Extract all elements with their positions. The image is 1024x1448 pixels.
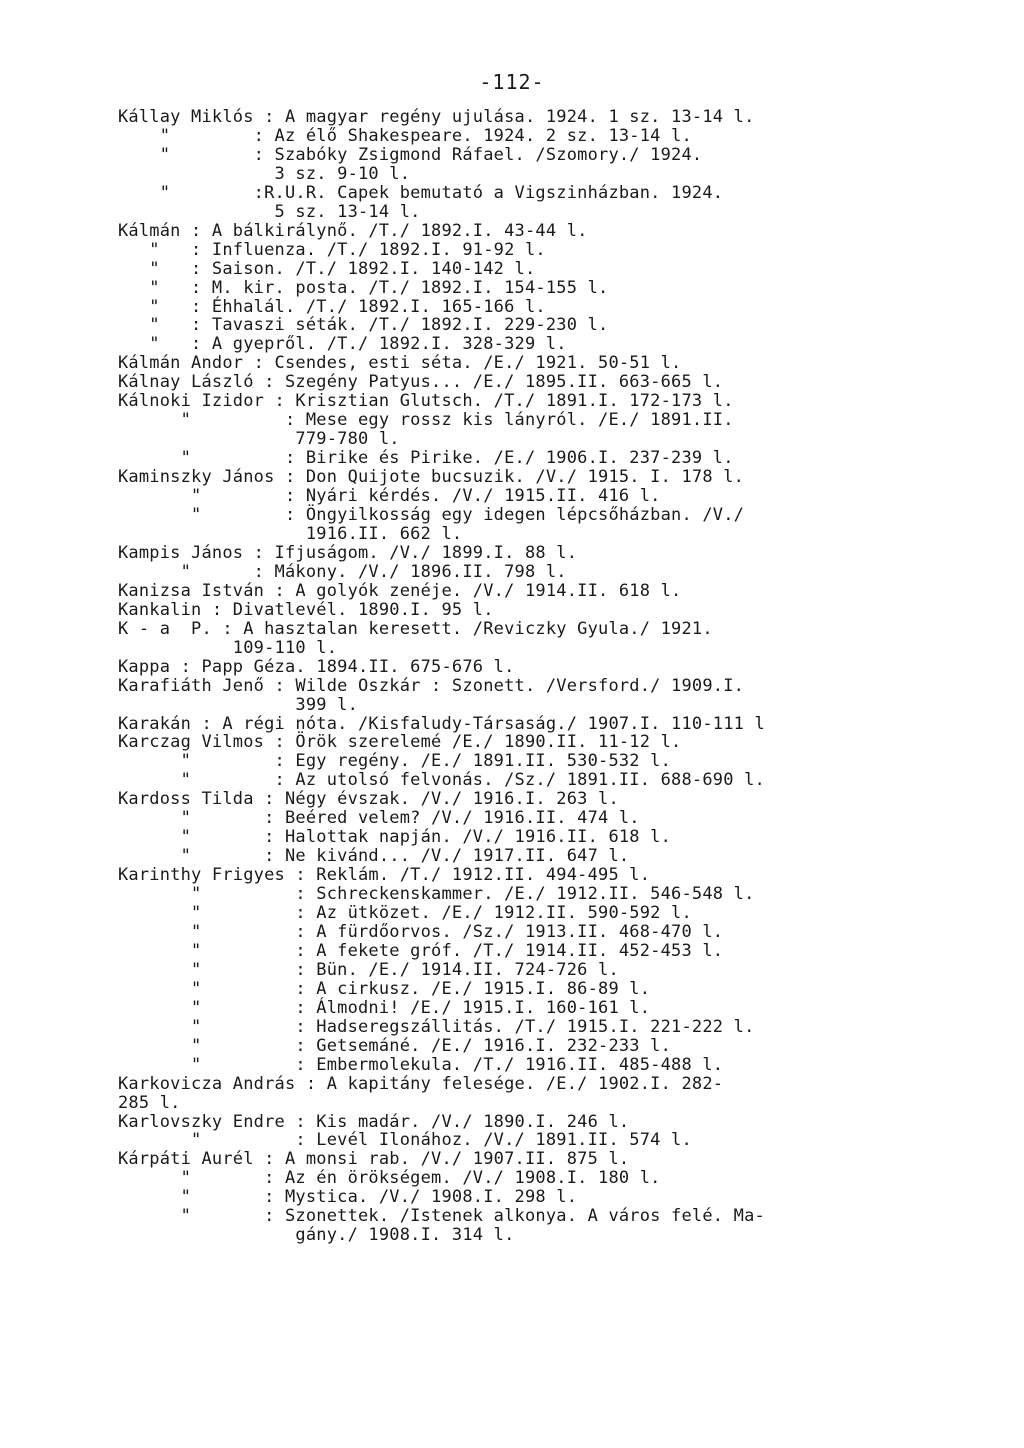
bibliography-line: K - a P. : A hasztalan keresett. /Reviczky Gyula./ 1921.	[118, 618, 713, 639]
bibliography-line: 285 l.	[118, 1092, 181, 1113]
page-number: -112-	[479, 70, 545, 94]
bibliography-line: " : A gyepről. /T./ 1892.I. 328-329 l.	[118, 334, 567, 355]
bibliography-line: Kálnoki Izidor : Krisztian Glutsch. /T./ 1891.I. 172-173 l.	[118, 391, 734, 412]
bibliography-line: " : Öngyilkosság egy idegen lépcsőházban. /V./	[118, 505, 745, 526]
bibliography-line: " : Az élő Shakespeare. 1924. 2 sz. 13-14 l.	[118, 125, 692, 146]
bibliography-line: " : Halottak napján. /V./ 1916.II. 618 l.	[118, 827, 672, 848]
bibliography-line: Kampis János : Ifjuságom. /V./ 1899.I. 88 l.	[118, 542, 578, 563]
bibliography-line: " : Schreckenskammer. /E./ 1912.II. 546-548 l.	[118, 884, 755, 905]
bibliography-line: Karakán : A régi nóta. /Kisfaludy-Társaság./ 1907.I. 110-111 l	[118, 713, 765, 734]
bibliography-line: " : A fürdőorvos. /Sz./ 1913.II. 468-470 l.	[118, 921, 724, 942]
bibliography-line: " : Hadseregszállitás. /T./ 1915.I. 221-222 l.	[118, 1016, 755, 1037]
bibliography-line: 109-110 l.	[118, 637, 338, 658]
bibliography-line: Karkovicza András : A kapitány felesége. /E./ 1902.I. 282-	[118, 1073, 724, 1094]
bibliography-line: " : Az utolsó felvonás. /Sz./ 1891.II. 688-690 l.	[118, 770, 765, 791]
bibliography-line: " : Mákony. /V./ 1896.II. 798 l.	[118, 561, 567, 582]
bibliography-line: " : Álmodni! /E./ 1915.I. 160-161 l.	[118, 997, 651, 1018]
bibliography-line: " : Bün. /E./ 1914.II. 724-726 l.	[118, 959, 619, 980]
bibliography-line: " : Levél Ilonához. /V./ 1891.II. 574 l.	[118, 1130, 692, 1151]
bibliography-line: " : Egy regény. /E./ 1891.II. 530-532 l.	[118, 751, 672, 772]
bibliography-line: " : Influenza. /T./ 1892.I. 91-92 l.	[118, 239, 546, 260]
bibliography-line: " : Ne kivánd... /V./ 1917.II. 647 l.	[118, 846, 630, 867]
bibliography-line: " : Nyári kérdés. /V./ 1915.II. 416 l.	[118, 486, 661, 507]
bibliography-line: 1916.II. 662 l.	[118, 523, 463, 544]
bibliography-line: Kanizsa István : A golyók zenéje. /V./ 1914.II. 618 l.	[118, 580, 682, 601]
bibliography-line: Karlovszky Endre : Kis madár. /V./ 1890.I. 246 l.	[118, 1111, 630, 1132]
bibliography-line: 779-780 l.	[118, 429, 400, 450]
bibliography-line: " : Getsemáné. /E./ 1916.I. 232-233 l.	[118, 1035, 672, 1056]
bibliography-line: " : Embermolekula. /T./ 1916.II. 485-488 l.	[118, 1054, 724, 1075]
bibliography-line: " : Tavaszi séták. /T./ 1892.I. 229-230 l.	[118, 315, 609, 336]
bibliography-line: gány./ 1908.I. 314 l.	[118, 1225, 515, 1246]
bibliography-line: " : Birike és Pirike. /E./ 1906.I. 237-239 l.	[118, 448, 734, 469]
bibliography-list	[118, 108, 898, 1245]
bibliography-line: Kardoss Tilda : Négy évszak. /V./ 1916.I. 263 l.	[118, 789, 619, 810]
bibliography-line: Kaminszky János : Don Quijote bucsuzik. /V./ 1915. I. 178 l.	[118, 467, 745, 488]
bibliography-line: " : Szabóky Zsigmond Ráfael. /Szomory./ 1924.	[118, 144, 703, 165]
bibliography-line: " : Beéred velem? /V./ 1916.II. 474 l.	[118, 808, 640, 829]
bibliography-line: " : Mese egy rossz kis lányról. /E./ 1891.II.	[118, 410, 734, 431]
bibliography-line: Kappa : Papp Géza. 1894.II. 675-676 l.	[118, 656, 515, 677]
bibliography-line: " : Az én örökségem. /V./ 1908.I. 180 l.	[118, 1168, 661, 1189]
bibliography-line: " : A cirkusz. /E./ 1915.I. 86-89 l.	[118, 978, 651, 999]
bibliography-line: " : Szonettek. /Istenek alkonya. A város felé. Ma-	[118, 1206, 765, 1227]
bibliography-line: " :R.U.R. Capek bemutató a Vigszinházban. 1924.	[118, 182, 724, 203]
bibliography-line: " : A fekete gróf. /T./ 1914.II. 452-453 l.	[118, 940, 724, 961]
bibliography-line: 5 sz. 13-14 l.	[118, 201, 421, 222]
bibliography-line: Kálmán Andor : Csendes, esti séta. /E./ 1921. 50-51 l.	[118, 353, 682, 374]
bibliography-line: Kállay Miklós : A magyar regény ujulása. 1924. 1 sz. 13-14 l.	[118, 107, 755, 127]
bibliography-line: 3 sz. 9-10 l.	[118, 163, 411, 184]
bibliography-line: Kálnay László : Szegény Patyus... /E./ 1895.II. 663-665 l.	[118, 372, 724, 393]
bibliography-line: 399 l.	[118, 694, 359, 715]
bibliography-line: " : M. kir. posta. /T./ 1892.I. 154-155 l.	[118, 277, 609, 298]
bibliography-line: Kankalin : Divatlevél. 1890.I. 95 l.	[118, 599, 494, 620]
bibliography-line: Karafiáth Jenő : Wilde Oszkár : Szonett. /Versford./ 1909.I.	[118, 675, 745, 696]
bibliography-line: Kárpáti Aurél : A monsi rab. /V./ 1907.II. 875 l.	[118, 1149, 630, 1170]
bibliography-line: " : Az ütközet. /E./ 1912.II. 590-592 l.	[118, 903, 692, 924]
bibliography-line: " : Saison. /T./ 1892.I. 140-142 l.	[118, 258, 536, 279]
bibliography-line: Karczag Vilmos : Örök szerelemé /E./ 1890.II. 11-12 l.	[118, 732, 682, 753]
bibliography-line: " : Éhhalál. /T./ 1892.I. 165-166 l.	[118, 296, 546, 317]
bibliography-line: " : Mystica. /V./ 1908.I. 298 l.	[118, 1187, 578, 1208]
bibliography-line: Kálmán : A bálkirálynő. /T./ 1892.I. 43-44 l.	[118, 220, 588, 241]
bibliography-line: Karinthy Frigyes : Reklám. /T./ 1912.II. 494-495 l.	[118, 865, 651, 886]
